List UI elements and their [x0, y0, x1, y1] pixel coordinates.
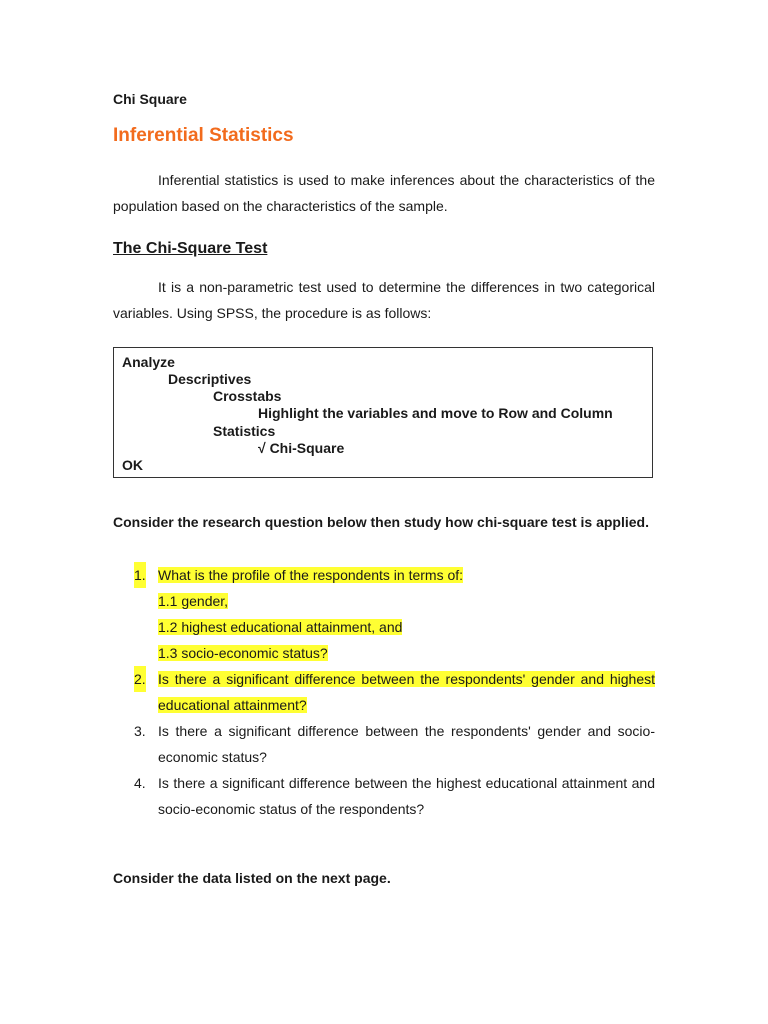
- list-item: [113, 562, 655, 588]
- question-number: 2.: [134, 666, 146, 692]
- question-number: 3.: [134, 723, 146, 739]
- procedure-descriptives: Descriptives: [168, 371, 252, 387]
- header-label: Chi Square: [113, 91, 187, 107]
- question-text: Is there a significant difference between the respondents' gender and highest educational attainment?: [158, 671, 655, 713]
- list-subitem: [113, 588, 655, 614]
- test-heading: The Chi-Square Test: [113, 240, 268, 257]
- procedure-box: [113, 347, 653, 478]
- research-prompt: Consider the research question below then study how chi-square test is applied.: [113, 514, 649, 530]
- subitem-text: 1.2 highest educational attainment, and: [158, 619, 403, 635]
- question-number: 4.: [134, 775, 146, 791]
- procedure-crosstabs: Crosstabs: [213, 388, 282, 404]
- procedure-chi-square: √ Chi-Square: [258, 440, 345, 456]
- question-number: 1.: [134, 562, 146, 588]
- procedure-highlight: Highlight the variables and move to Row and Column: [258, 405, 613, 421]
- closing-note: Consider the data listed on the next page.: [113, 870, 391, 886]
- subitem-text: 1.3 socio-economic status?: [158, 645, 328, 661]
- subitem-text: 1.1 gender,: [158, 593, 229, 609]
- procedure-analyze: Analyze: [122, 354, 175, 370]
- list-item: [113, 666, 655, 718]
- list-item: [113, 718, 655, 770]
- question-list: [113, 562, 655, 822]
- procedure-statistics: Statistics: [213, 423, 276, 439]
- procedure-ok: OK: [122, 457, 143, 473]
- section-title: Inferential Statistics: [113, 125, 294, 146]
- question-text: What is the profile of the respondents in terms of:: [158, 567, 464, 583]
- question-text: Is there a significant difference between the respondents' gender and socio-economic status?: [158, 723, 655, 765]
- list-subitem: [113, 614, 655, 640]
- test-paragraph: It is a non-parametric test used to determine the differences in two categorical variables. Using SPSS, the procedure is as follows:: [113, 279, 655, 321]
- list-item: [113, 770, 655, 822]
- intro-paragraph: Inferential statistics is used to make inferences about the characteristics of the population based on the characteristics of the sample.: [113, 172, 655, 214]
- question-text: Is there a significant difference between the highest educational attainment and socio-economic status of the respondents?: [158, 775, 655, 817]
- list-subitem: [113, 640, 655, 666]
